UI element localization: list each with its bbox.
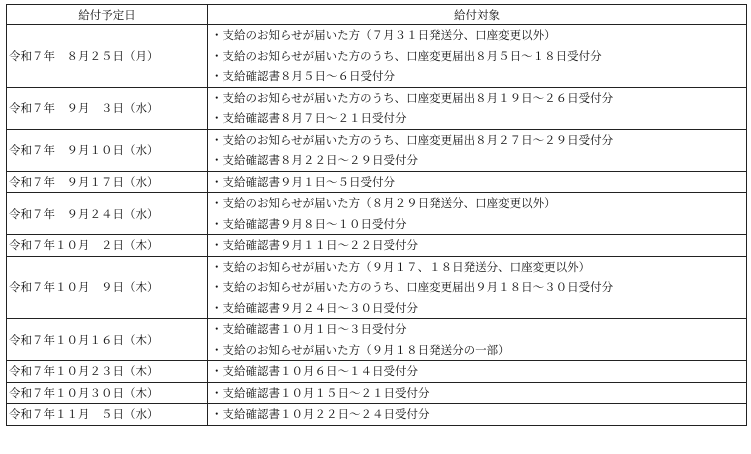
target-item: ・支給確認書９月１１日～２２日受付分 [211, 238, 418, 252]
payment-date: 令和７年 ８月２５日（月） [7, 25, 208, 88]
payment-date: 令和７年１０月 ９日（木） [7, 256, 208, 319]
payment-target [208, 193, 747, 235]
payment-date: 令和７年１０月 ２日（木） [7, 235, 208, 257]
target-item: ・支給のお知らせが届いた方のうち、口座変更届出９月１８日～３０日受付分 [211, 280, 614, 294]
target-item: ・支給確認書９月８日～１０日受付分 [211, 216, 407, 231]
payment-date: 令和７年 ９月１７日（水） [7, 171, 208, 193]
header-row [7, 5, 747, 25]
target-item: ・支給確認書８月２２日～２９日受付分 [211, 153, 418, 167]
payment-date: 令和７年１０月３０日（木） [7, 382, 208, 404]
target-item: ・支給確認書８月７日～２１日受付分 [211, 111, 407, 125]
table-row [7, 404, 747, 426]
table-row [7, 256, 747, 319]
target-item: ・支給のお知らせが届いた方のうち、口座変更届出８月２７日～２９日受付分 [211, 132, 614, 147]
payment-date: 令和７年１０月１６日（木） [7, 319, 208, 361]
table-row [7, 361, 747, 383]
payment-target [208, 382, 747, 404]
payment-target [208, 25, 747, 88]
payment-target [208, 129, 747, 171]
payment-target [208, 87, 747, 129]
payment-target [208, 235, 747, 257]
table-row [7, 171, 747, 193]
target-item: ・支給のお知らせが届いた方のうち、口座変更届出８月１９日～２６日受付分 [211, 90, 614, 105]
payment-date: 令和７年 ９月 ３日（水） [7, 87, 208, 129]
header-payment-date: 給付予定日 [7, 5, 208, 25]
target-item: ・支給のお知らせが届いた方（９月１７、１８日発送分、口座変更以外） [211, 259, 591, 274]
payment-target [208, 361, 747, 383]
target-item: ・支給のお知らせが届いた方のうち、口座変更届出８月５日～１８日受付分 [211, 48, 602, 63]
target-item: ・支給確認書８月５日～６日受付分 [211, 69, 395, 83]
payment-date: 令和７年１０月２３日（木） [7, 361, 208, 383]
target-item: ・支給確認書１０月６日～１４日受付分 [211, 364, 418, 378]
payment-target [208, 319, 747, 361]
table-row [7, 193, 747, 235]
target-item: ・支給のお知らせが届いた方（７月３１日発送分、口座変更以外） [211, 28, 556, 42]
target-item: ・支給確認書９月２４日～３０日受付分 [211, 300, 418, 315]
table-row [7, 25, 747, 88]
table-row [7, 319, 747, 361]
payment-target [208, 171, 747, 193]
target-item: ・支給のお知らせが届いた方（８月２９日発送分、口座変更以外） [211, 196, 556, 210]
table-row [7, 87, 747, 129]
payment-date: 令和７年 ９月２４日（水） [7, 193, 208, 235]
payment-date: 令和７年 ９月１０日（水） [7, 129, 208, 171]
schedule-table [6, 4, 747, 426]
table-row [7, 129, 747, 171]
payment-date: 令和７年１１月 ５日（水） [7, 404, 208, 426]
target-item: ・支給確認書９月１日～５日受付分 [211, 174, 395, 189]
payment-target [208, 404, 747, 426]
table-row [7, 235, 747, 257]
target-item: ・支給確認書１０月１５日～２１日受付分 [211, 385, 430, 400]
target-item: ・支給のお知らせが届いた方（９月１８日発送分の一部） [211, 342, 510, 357]
payment-target [208, 256, 747, 319]
target-item: ・支給確認書１０月１日～３日受付分 [211, 322, 407, 336]
header-payment-target: 給付対象 [208, 5, 747, 25]
table-row [7, 382, 747, 404]
target-item: ・支給確認書１０月２２日～２４日受付分 [211, 407, 430, 421]
